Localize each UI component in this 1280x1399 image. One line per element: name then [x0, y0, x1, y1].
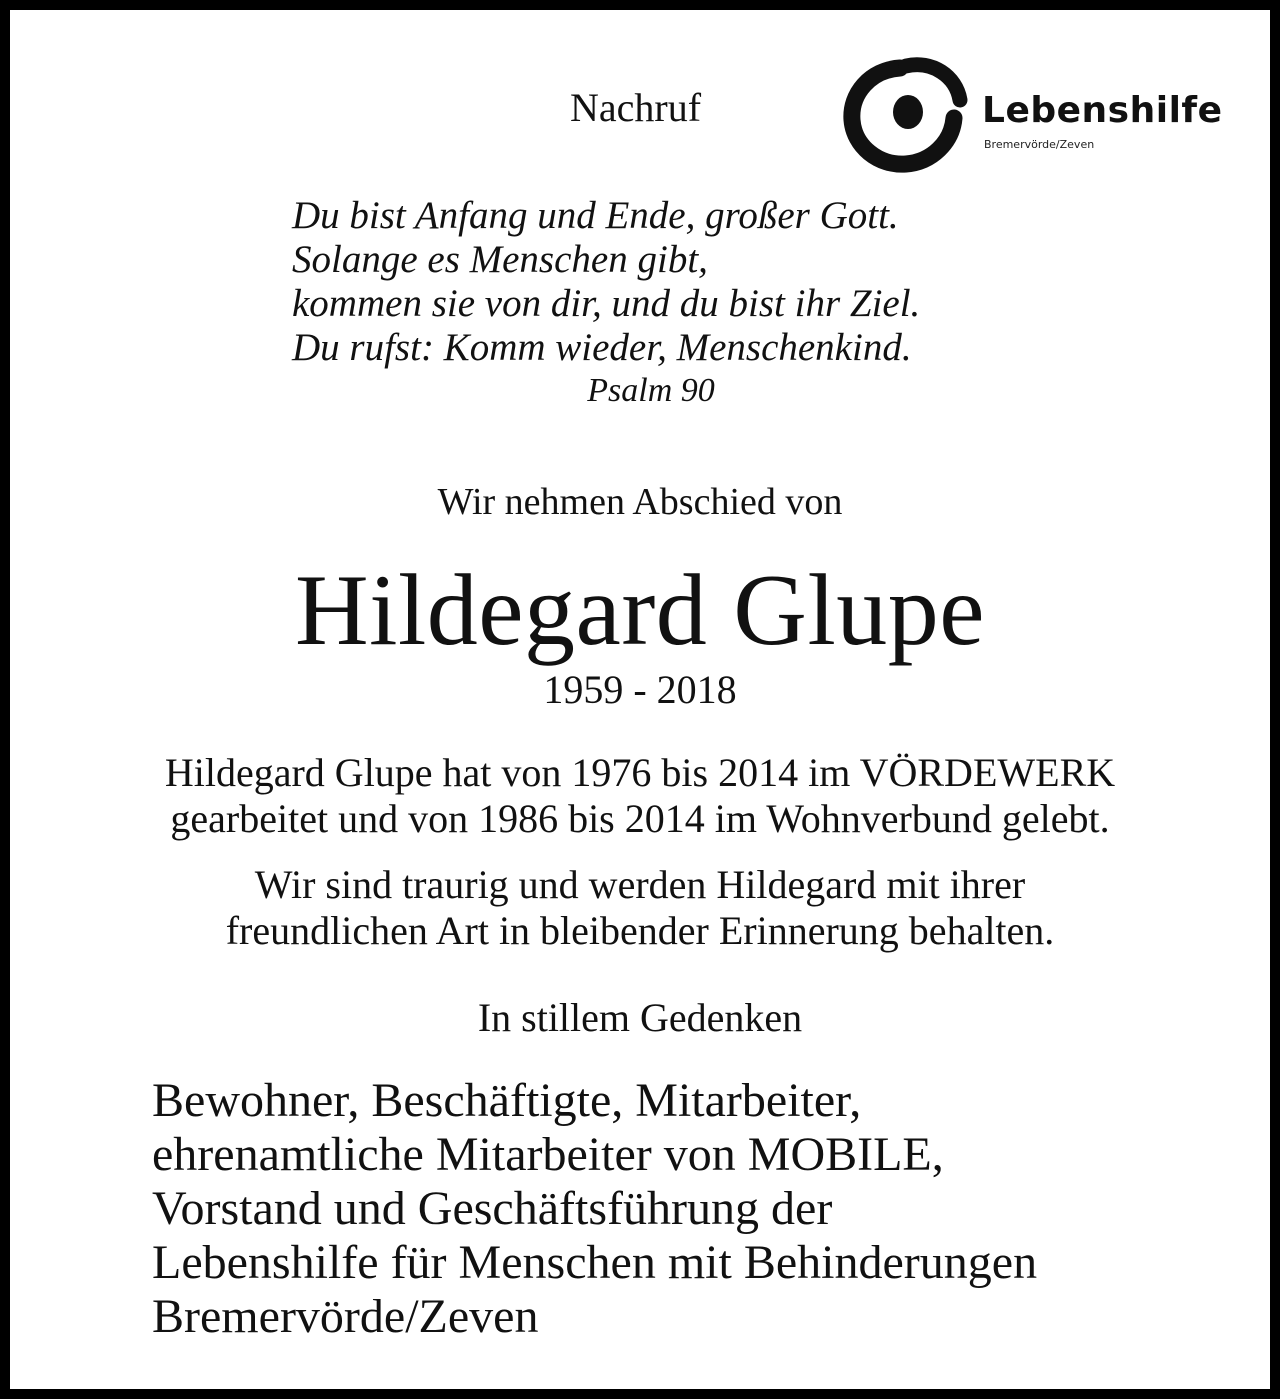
signer-line: Lebenshilfe für Menschen mit Behinderungen — [152, 1236, 1038, 1289]
verse-source-text: Psalm 90 — [587, 372, 715, 409]
verse — [292, 194, 920, 370]
intro-text: Wir nehmen Abschied von — [437, 481, 843, 523]
signer-line: ehrenamtliche Mitarbeiter von MOBILE, — [152, 1128, 944, 1181]
lebenshilfe-logo — [842, 54, 1223, 174]
heading: Nachruf — [570, 85, 702, 130]
biography-paragraph — [10, 750, 1270, 842]
signer-line: Bremervörde/Zeven — [152, 1290, 539, 1343]
life-years: 1959 - 2018 — [543, 667, 737, 712]
signers-block — [152, 1074, 1037, 1344]
remembrance-paragraph — [10, 862, 1270, 954]
deceased-name: Hildegard Glupe — [294, 554, 986, 667]
verse-source — [10, 372, 1280, 410]
paragraph-line: gearbeitet und von 1986 bis 2014 im Wohnverbund gelebt. — [170, 796, 1110, 841]
verse-line: kommen sie von dir, und du bist ihr Ziel. — [292, 282, 921, 325]
lebenshilfe-logo-icon — [842, 54, 972, 174]
signer-line: Bewohner, Beschäftigte, Mitarbeiter, — [152, 1074, 862, 1127]
signer-line: Vorstand und Geschäftsführung der — [152, 1182, 833, 1235]
paragraph-line: Hildegard Glupe hat von 1976 bis 2014 im VÖRDEWERK — [164, 750, 1116, 795]
verse-line: Solange es Menschen gibt, — [292, 238, 708, 281]
logo-name: Lebenshilfe — [982, 90, 1223, 131]
verse-line: Du rufst: Komm wieder, Menschenkind. — [292, 326, 912, 369]
verse-line: Du bist Anfang und Ende, großer Gott. — [292, 194, 899, 237]
paragraph-line: Wir sind traurig und werden Hildegard mit ihrer — [254, 862, 1026, 907]
memory-line: In stillem Gedenken — [477, 995, 803, 1040]
paragraph-line: freundlichen Art in bleibender Erinnerung behalten. — [225, 908, 1055, 953]
logo-subtitle: Bremervörde/Zeven — [984, 138, 1095, 151]
